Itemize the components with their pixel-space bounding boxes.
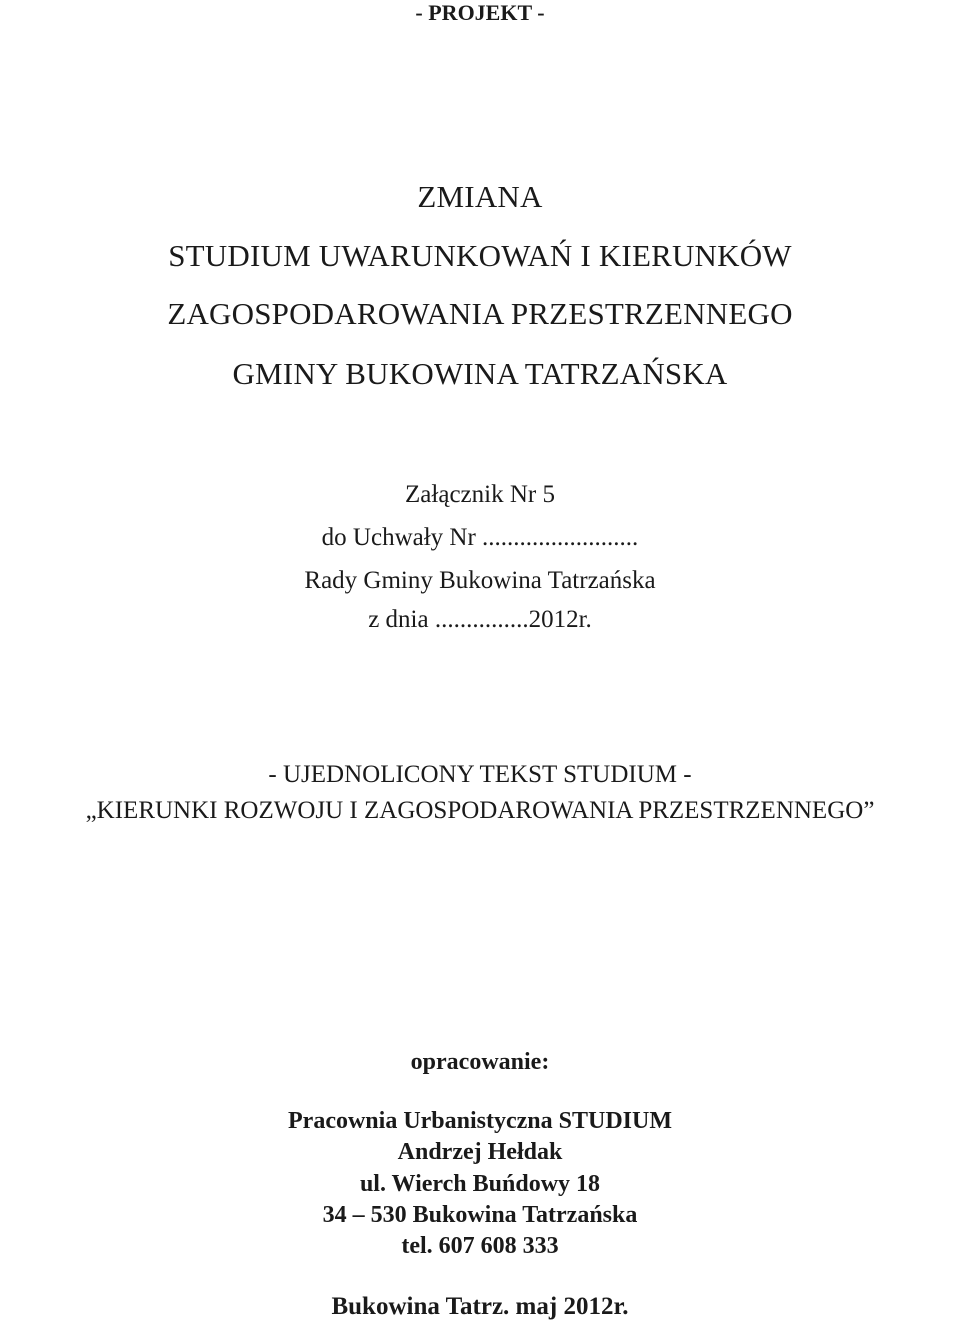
draft-label: - PROJEKT - <box>415 0 545 25</box>
unified-text-heading: - UJEDNOLICONY TEKST STUDIUM - <box>268 761 692 788</box>
title-line-1: ZMIANA <box>417 179 543 214</box>
prepared-by-city: 34 – 530 Bukowina Tatrzańska <box>322 1202 638 1228</box>
prepared-by-label: opracowanie: <box>410 1049 550 1075</box>
annex-council: Rady Gminy Bukowina Tatrzańska <box>304 567 656 594</box>
title-line-2: STUDIUM UWARUNKOWAŃ I KIERUNKÓW <box>168 238 792 273</box>
prepared-by-person: Andrzej Hełdak <box>397 1139 563 1165</box>
place-and-date: Bukowina Tatrz. maj 2012r. <box>331 1293 629 1320</box>
section-title: „KIERUNKI ROZWOJU I ZAGOSPODAROWANIA PRZESTRZENNEGO” <box>85 797 875 824</box>
annex-resolution: do Uchwały Nr ......................... <box>321 524 639 551</box>
annex-label: Załącznik Nr 5 <box>405 481 555 508</box>
annex-date: z dnia ...............2012r. <box>368 606 592 633</box>
prepared-by-phone: tel. 607 608 333 <box>401 1233 559 1259</box>
title-line-4: GMINY BUKOWINA TATRZAŃSKA <box>232 356 728 391</box>
title-line-3: ZAGOSPODAROWANIA PRZESTRZENNEGO <box>167 296 793 331</box>
prepared-by-office: Pracownia Urbanistyczna STUDIUM <box>288 1108 672 1134</box>
prepared-by-street: ul. Wierch Buńdowy 18 <box>359 1171 601 1197</box>
